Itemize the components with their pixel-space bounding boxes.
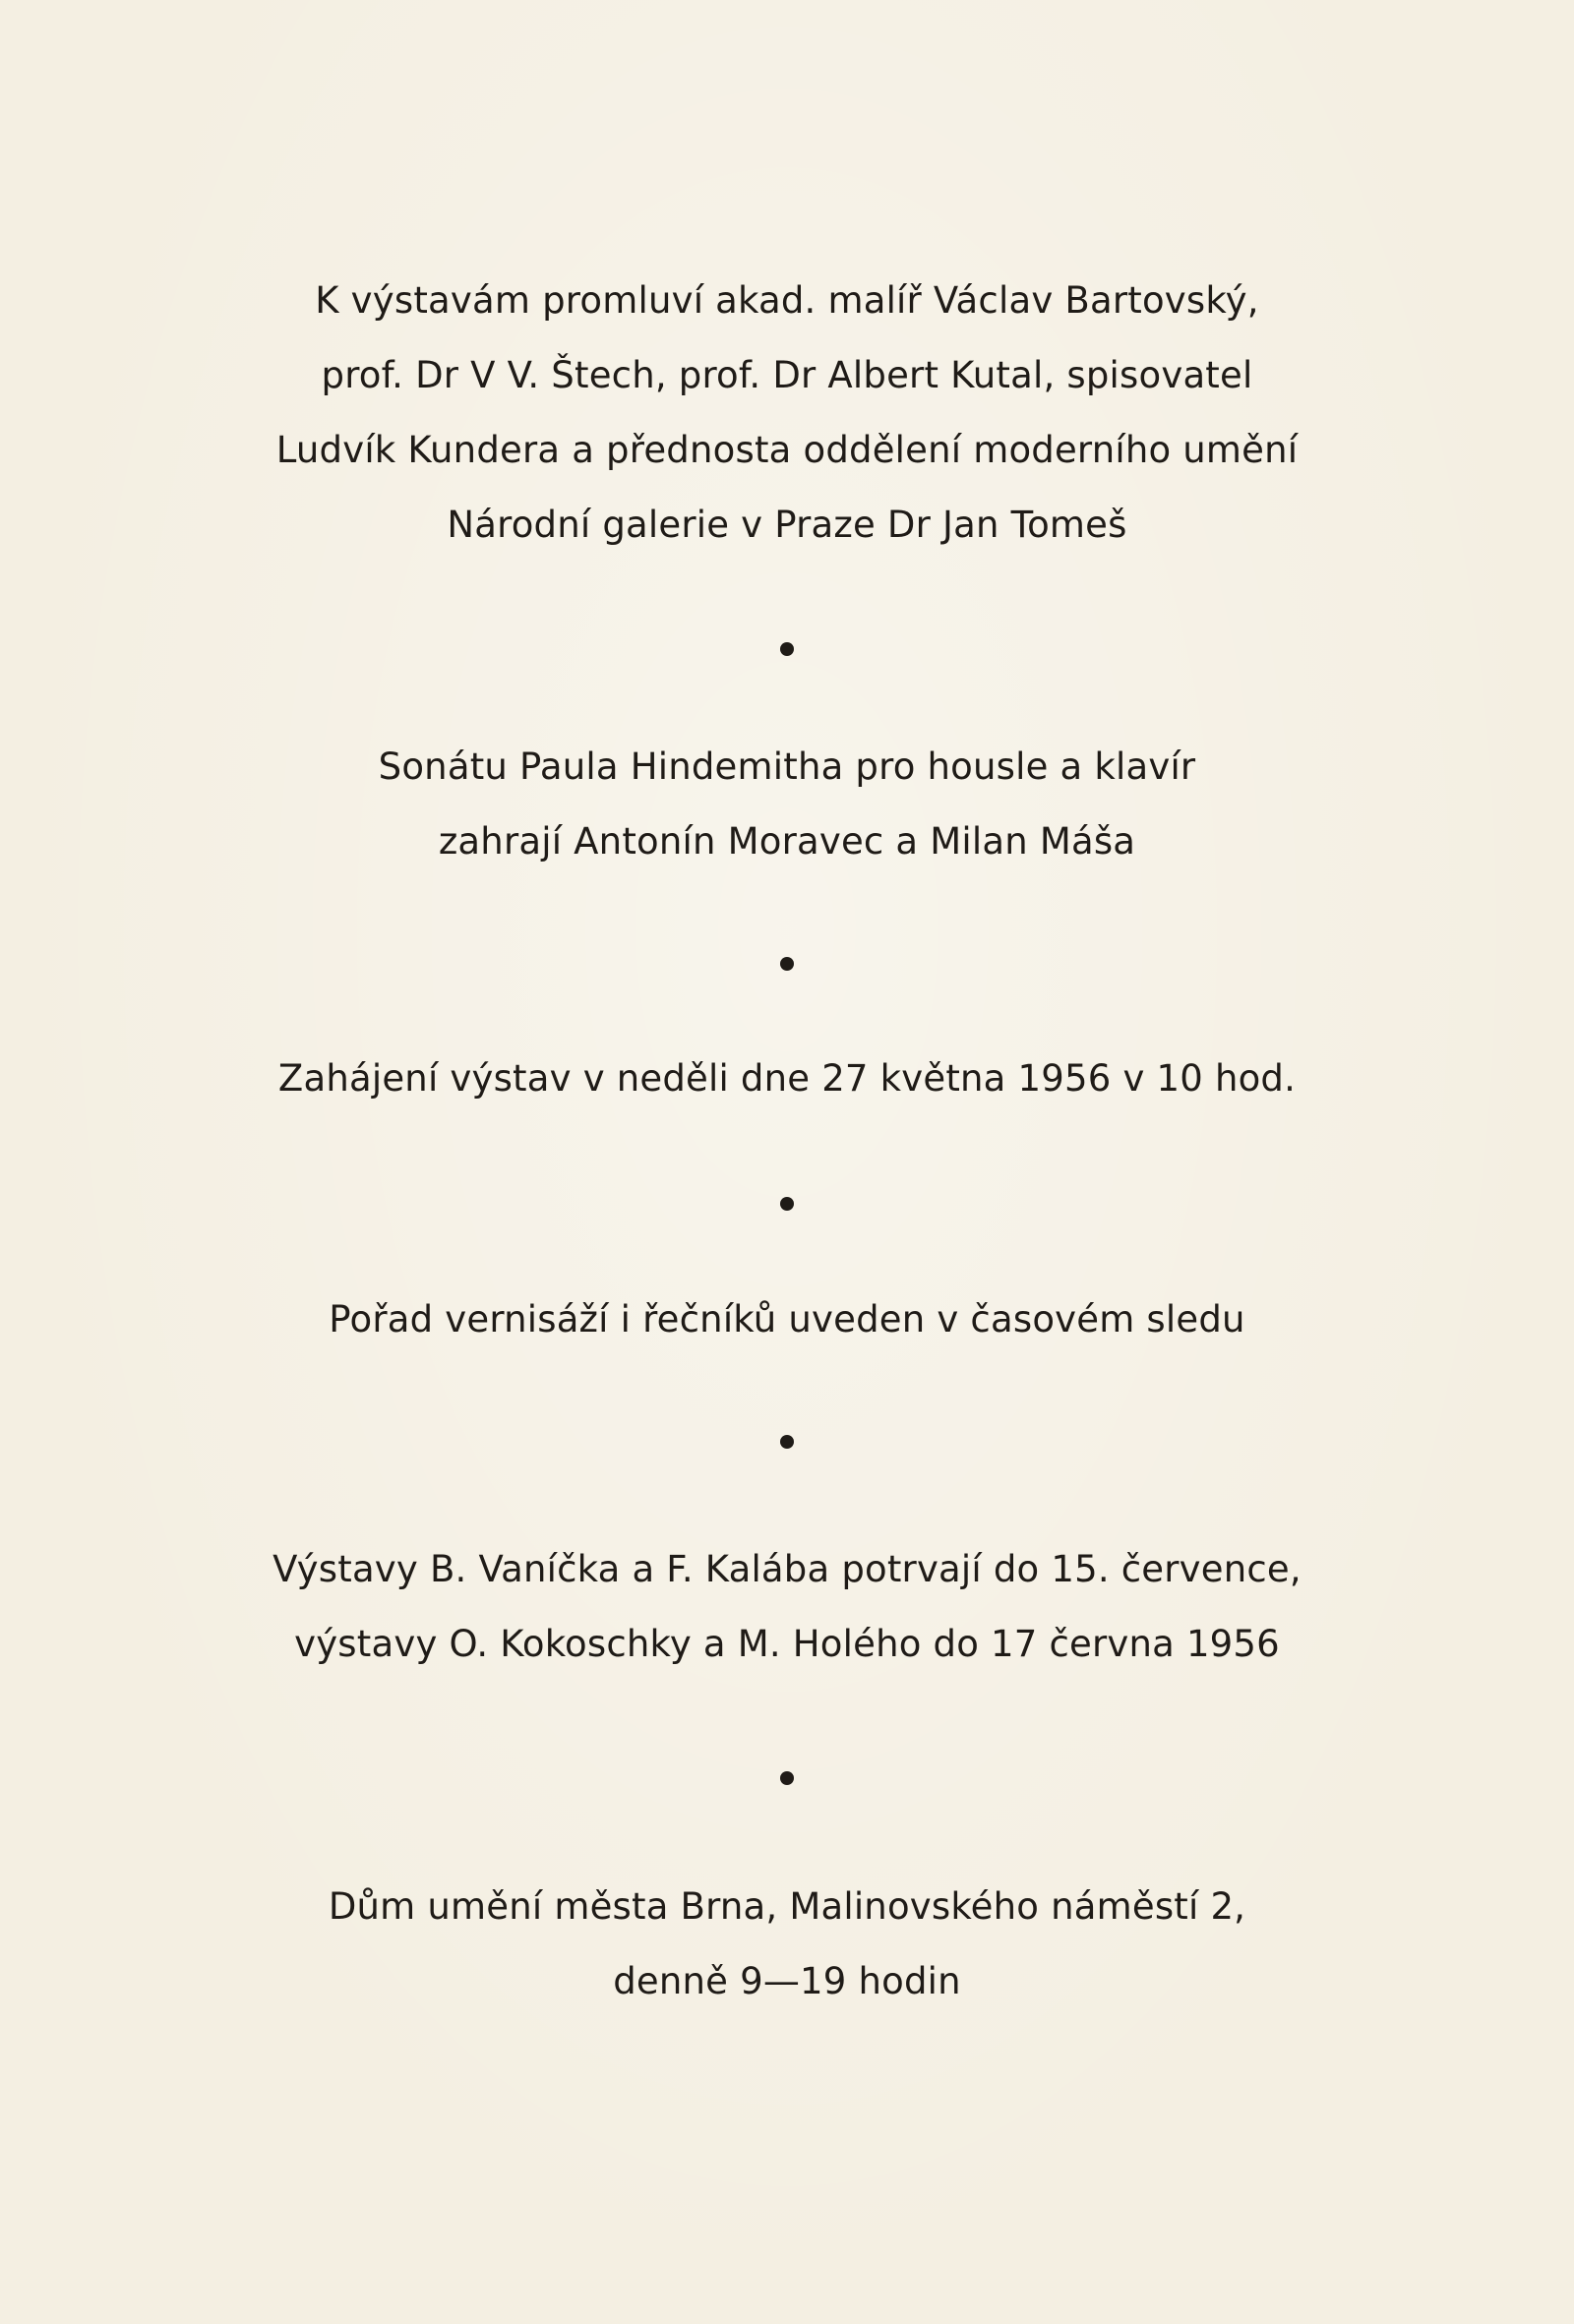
- music-line-2: zahrají Antonín Moravec a Milan Máša: [438, 820, 1136, 863]
- duration-line-1: Výstavy B. Vaníčka a F. Kalába potrvají do 15. července,: [272, 1548, 1302, 1590]
- speakers-line-4: Národní galerie v Praze Dr Jan Tomeš: [447, 504, 1127, 546]
- venue-line-2: denně 9—19 hodin: [613, 1960, 961, 2002]
- opening-line: Zahájení výstav v neděli dne 27 května 1956 v 10 hod.: [277, 1057, 1297, 1100]
- speakers-line-3: Ludvík Kundera a přednosta oddělení moderního umění: [275, 429, 1299, 471]
- separator-bullet-icon: [780, 1771, 794, 1785]
- separator-bullet-icon: [780, 1435, 794, 1449]
- duration-line-2: výstavy O. Kokoschky a M. Holého do 17 června 1956: [294, 1623, 1280, 1665]
- separator-bullet-icon: [780, 1197, 794, 1211]
- separator-bullet-icon: [780, 957, 794, 971]
- music-line-1: Sonátu Paula Hindemitha pro housle a klavír: [378, 745, 1196, 788]
- speakers-line-1: K výstavám promluví akad. malíř Václav Bartovský,: [315, 279, 1259, 322]
- order-line: Pořad vernisáží i řečníků uveden v časovém sledu: [329, 1298, 1245, 1341]
- separator-bullet-icon: [780, 642, 794, 656]
- speakers-line-2: prof. Dr V V. Štech, prof. Dr Albert Kutal, spisovatel: [321, 354, 1253, 396]
- venue-line-1: Dům umění města Brna, Malinovského náměstí 2,: [328, 1885, 1246, 1928]
